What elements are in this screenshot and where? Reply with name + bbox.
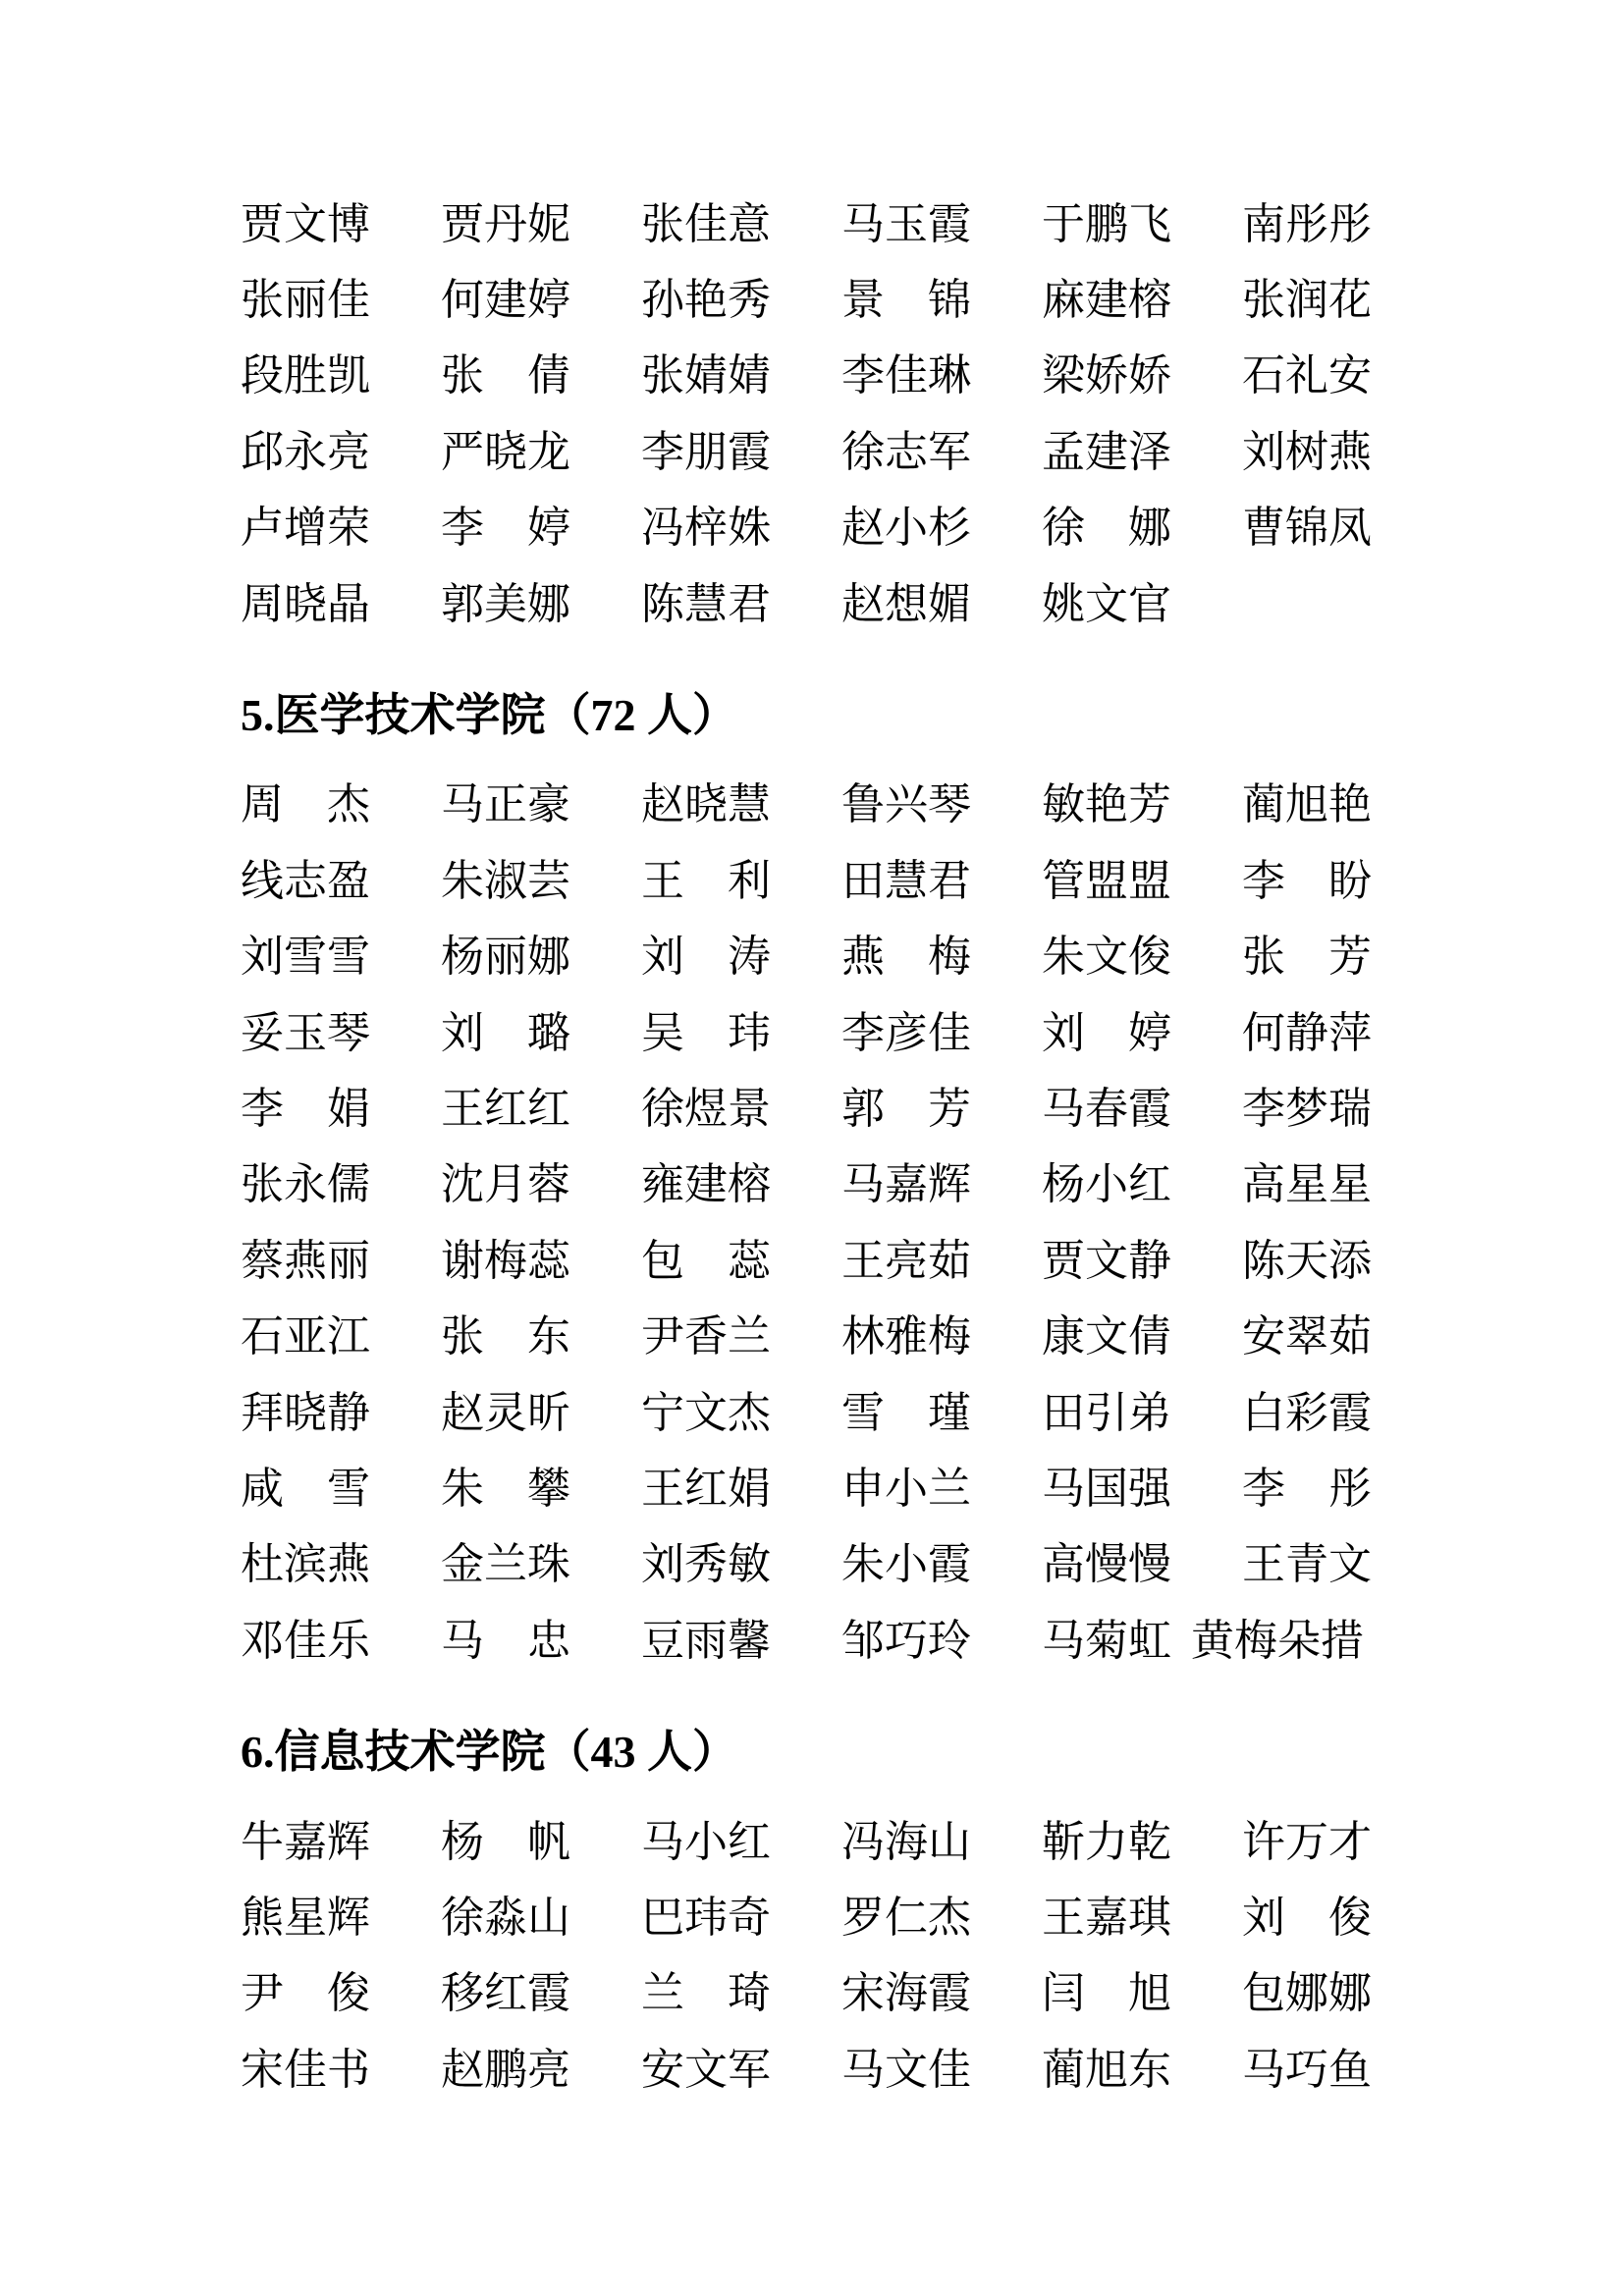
name-row xyxy=(241,566,1458,642)
student-name: 刘 涛 xyxy=(641,933,771,982)
student-name: 梁娇娇 xyxy=(1042,351,1171,400)
student-name: 郭美娜 xyxy=(441,579,570,628)
student-name: 王红娟 xyxy=(641,1464,771,1513)
student-name: 冯梓姝 xyxy=(641,504,771,553)
student-name: 咸 雪 xyxy=(241,1464,370,1513)
student-name: 赵鹏亮 xyxy=(441,2045,570,2094)
student-name: 石亚江 xyxy=(241,1312,370,1362)
name-row xyxy=(241,1071,1458,1147)
student-name: 曹锦凤 xyxy=(1242,504,1372,553)
student-name: 陈慧君 xyxy=(641,579,771,628)
student-name: 张婧婧 xyxy=(641,351,771,400)
student-name: 张丽佳 xyxy=(241,276,370,325)
student-name: 赵想媚 xyxy=(841,579,971,628)
student-name: 鲁兴琴 xyxy=(841,780,971,829)
student-name: 管盟盟 xyxy=(1042,856,1171,905)
name-row xyxy=(241,768,1458,843)
student-name: 何静萍 xyxy=(1242,1008,1372,1057)
student-name: 马玉霞 xyxy=(841,199,971,248)
student-name: 周 杰 xyxy=(241,780,370,829)
student-name: 贾丹妮 xyxy=(441,199,570,248)
student-name: 马小红 xyxy=(641,1817,771,1866)
name-row xyxy=(241,1527,1458,1603)
student-name: 林雅梅 xyxy=(841,1312,971,1362)
student-name: 姚文官 xyxy=(1042,579,1171,628)
student-name: 黄梅朵措 xyxy=(1191,1616,1364,1665)
student-name: 马嘉辉 xyxy=(841,1160,971,1209)
student-name: 刘雪雪 xyxy=(241,933,370,982)
student-name: 邹巧玲 xyxy=(841,1616,971,1665)
student-name: 兰 琦 xyxy=(641,1969,771,2018)
student-name: 王亮茹 xyxy=(841,1236,971,1285)
student-name: 安文军 xyxy=(641,2045,771,2094)
student-name: 杨丽娜 xyxy=(441,933,570,982)
student-name: 妥玉琴 xyxy=(241,1008,370,1057)
student-name: 何建婷 xyxy=(441,276,570,325)
student-name: 李佳琳 xyxy=(841,351,971,400)
student-name: 严晓龙 xyxy=(441,427,570,476)
student-name: 周晓晶 xyxy=(241,579,370,628)
student-name: 朱 攀 xyxy=(441,1464,570,1513)
student-name: 王嘉琪 xyxy=(1042,1893,1171,1942)
name-row xyxy=(241,1299,1458,1374)
student-name: 朱文俊 xyxy=(1042,933,1171,982)
student-name: 刘 俊 xyxy=(1242,1893,1372,1942)
student-name: 包 蕊 xyxy=(641,1236,771,1285)
name-row xyxy=(241,1148,1458,1223)
student-name: 线志盈 xyxy=(241,856,370,905)
student-name: 李 娟 xyxy=(241,1084,370,1133)
student-name: 徐淼山 xyxy=(441,1893,570,1942)
name-row xyxy=(241,262,1458,338)
student-name: 熊星辉 xyxy=(241,1893,370,1942)
student-name: 王红红 xyxy=(441,1084,570,1133)
student-name: 张佳意 xyxy=(641,199,771,248)
student-name: 田慧君 xyxy=(841,856,971,905)
student-name: 徐 娜 xyxy=(1042,504,1171,553)
student-name: 赵晓慧 xyxy=(641,780,771,829)
student-name: 于鹏飞 xyxy=(1042,199,1171,248)
student-name: 张 倩 xyxy=(441,351,570,400)
student-name: 巴玮奇 xyxy=(641,1893,771,1942)
student-name: 拜晓静 xyxy=(241,1388,370,1437)
student-name: 尹香兰 xyxy=(641,1312,771,1362)
student-name: 移红霞 xyxy=(441,1969,570,2018)
student-name: 郭 芳 xyxy=(841,1084,971,1133)
student-name: 敏艳芳 xyxy=(1042,780,1171,829)
student-name: 贾文静 xyxy=(1042,1236,1171,1285)
student-name: 麻建榕 xyxy=(1042,276,1171,325)
student-name: 沈月蓉 xyxy=(441,1160,570,1209)
student-name: 马菊虹 xyxy=(1042,1616,1171,1665)
student-name: 雪 瑾 xyxy=(841,1388,971,1437)
student-name: 冯海山 xyxy=(841,1817,971,1866)
student-name: 燕 梅 xyxy=(841,933,971,982)
student-name: 高星星 xyxy=(1242,1160,1372,1209)
name-row xyxy=(241,843,1458,919)
student-name: 豆雨馨 xyxy=(641,1616,771,1665)
student-name: 金兰珠 xyxy=(441,1540,570,1589)
student-name: 贾文博 xyxy=(241,199,370,248)
student-name: 靳力乾 xyxy=(1042,1817,1171,1866)
student-name: 张永儒 xyxy=(241,1160,370,1209)
student-name: 邱永亮 xyxy=(241,427,370,476)
student-name: 李彦佳 xyxy=(841,1008,971,1057)
student-name: 孙艳秀 xyxy=(641,276,771,325)
student-name: 雍建榕 xyxy=(641,1160,771,1209)
student-name: 刘 璐 xyxy=(441,1008,570,1057)
student-name: 谢梅蕊 xyxy=(441,1236,570,1285)
student-name: 马 忠 xyxy=(441,1616,570,1665)
student-name: 刘 婷 xyxy=(1042,1008,1171,1057)
student-name: 马国强 xyxy=(1042,1464,1171,1513)
student-name: 赵小杉 xyxy=(841,504,971,553)
name-row xyxy=(241,1956,1458,2032)
student-name: 安翠茹 xyxy=(1242,1312,1372,1362)
student-name: 王青文 xyxy=(1242,1540,1372,1589)
student-name: 李朋霞 xyxy=(641,427,771,476)
section-header: 5.医学技术学院（72 人） xyxy=(241,690,737,741)
name-row xyxy=(241,339,1458,414)
student-name: 李 彤 xyxy=(1242,1464,1372,1513)
student-name: 李 婷 xyxy=(441,504,570,553)
student-name: 刘秀敏 xyxy=(641,1540,771,1589)
student-name: 吴 玮 xyxy=(641,1008,771,1057)
student-name: 白彩霞 xyxy=(1242,1388,1372,1437)
name-row xyxy=(241,1223,1458,1299)
student-name: 马巧鱼 xyxy=(1242,2045,1372,2094)
section-header: 6.信息技术学院（43 人） xyxy=(241,1727,737,1778)
student-name: 刘树燕 xyxy=(1242,427,1372,476)
student-name: 杨小红 xyxy=(1042,1160,1171,1209)
student-name: 罗仁杰 xyxy=(841,1893,971,1942)
student-name: 许万才 xyxy=(1242,1817,1372,1866)
name-row xyxy=(241,995,1458,1071)
name-row xyxy=(241,920,1458,995)
student-name: 孟建泽 xyxy=(1042,427,1171,476)
student-name: 马文佳 xyxy=(841,2045,971,2094)
name-row xyxy=(241,187,1458,262)
student-name: 包娜娜 xyxy=(1242,1969,1372,2018)
student-name: 李 盼 xyxy=(1242,856,1372,905)
student-name: 朱淑芸 xyxy=(441,856,570,905)
student-name: 王 利 xyxy=(641,856,771,905)
student-name: 杨 帆 xyxy=(441,1817,570,1866)
name-row xyxy=(241,2032,1458,2108)
student-name: 徐志军 xyxy=(841,427,971,476)
student-name: 张润花 xyxy=(1242,276,1372,325)
student-name: 马春霞 xyxy=(1042,1084,1171,1133)
student-name: 杜滨燕 xyxy=(241,1540,370,1589)
student-name: 宋海霞 xyxy=(841,1969,971,2018)
name-row xyxy=(241,1880,1458,1955)
name-row xyxy=(241,414,1458,490)
student-name: 田引弟 xyxy=(1042,1388,1171,1437)
name-row xyxy=(241,1603,1458,1679)
student-name: 尹 俊 xyxy=(241,1969,370,2018)
student-name: 徐煜景 xyxy=(641,1084,771,1133)
student-name: 蔡燕丽 xyxy=(241,1236,370,1285)
student-name: 段胜凯 xyxy=(241,351,370,400)
student-name: 李梦瑞 xyxy=(1242,1084,1372,1133)
student-name: 石礼安 xyxy=(1242,351,1372,400)
student-name: 张 芳 xyxy=(1242,933,1372,982)
name-row xyxy=(241,1375,1458,1451)
student-name: 赵灵昕 xyxy=(441,1388,570,1437)
student-name: 卢增荣 xyxy=(241,504,370,553)
student-name: 陈天添 xyxy=(1242,1236,1372,1285)
student-name: 景 锦 xyxy=(841,276,971,325)
name-row xyxy=(241,491,1458,566)
student-name: 高慢慢 xyxy=(1042,1540,1171,1589)
student-name: 张 东 xyxy=(441,1312,570,1362)
student-name: 蔺旭艳 xyxy=(1242,780,1372,829)
student-name: 马正豪 xyxy=(441,780,570,829)
name-row xyxy=(241,1451,1458,1526)
student-name: 宁文杰 xyxy=(641,1388,771,1437)
name-roster xyxy=(241,187,1458,2108)
student-name: 康文倩 xyxy=(1042,1312,1171,1362)
student-name: 宋佳书 xyxy=(241,2045,370,2094)
student-name: 申小兰 xyxy=(841,1464,971,1513)
student-name: 牛嘉辉 xyxy=(241,1817,370,1866)
student-name: 邓佳乐 xyxy=(241,1616,370,1665)
student-name: 蔺旭东 xyxy=(1042,2045,1171,2094)
student-name: 南彤彤 xyxy=(1242,199,1372,248)
name-row xyxy=(241,1804,1458,1880)
student-name: 朱小霞 xyxy=(841,1540,971,1589)
student-name: 闫 旭 xyxy=(1042,1969,1171,2018)
